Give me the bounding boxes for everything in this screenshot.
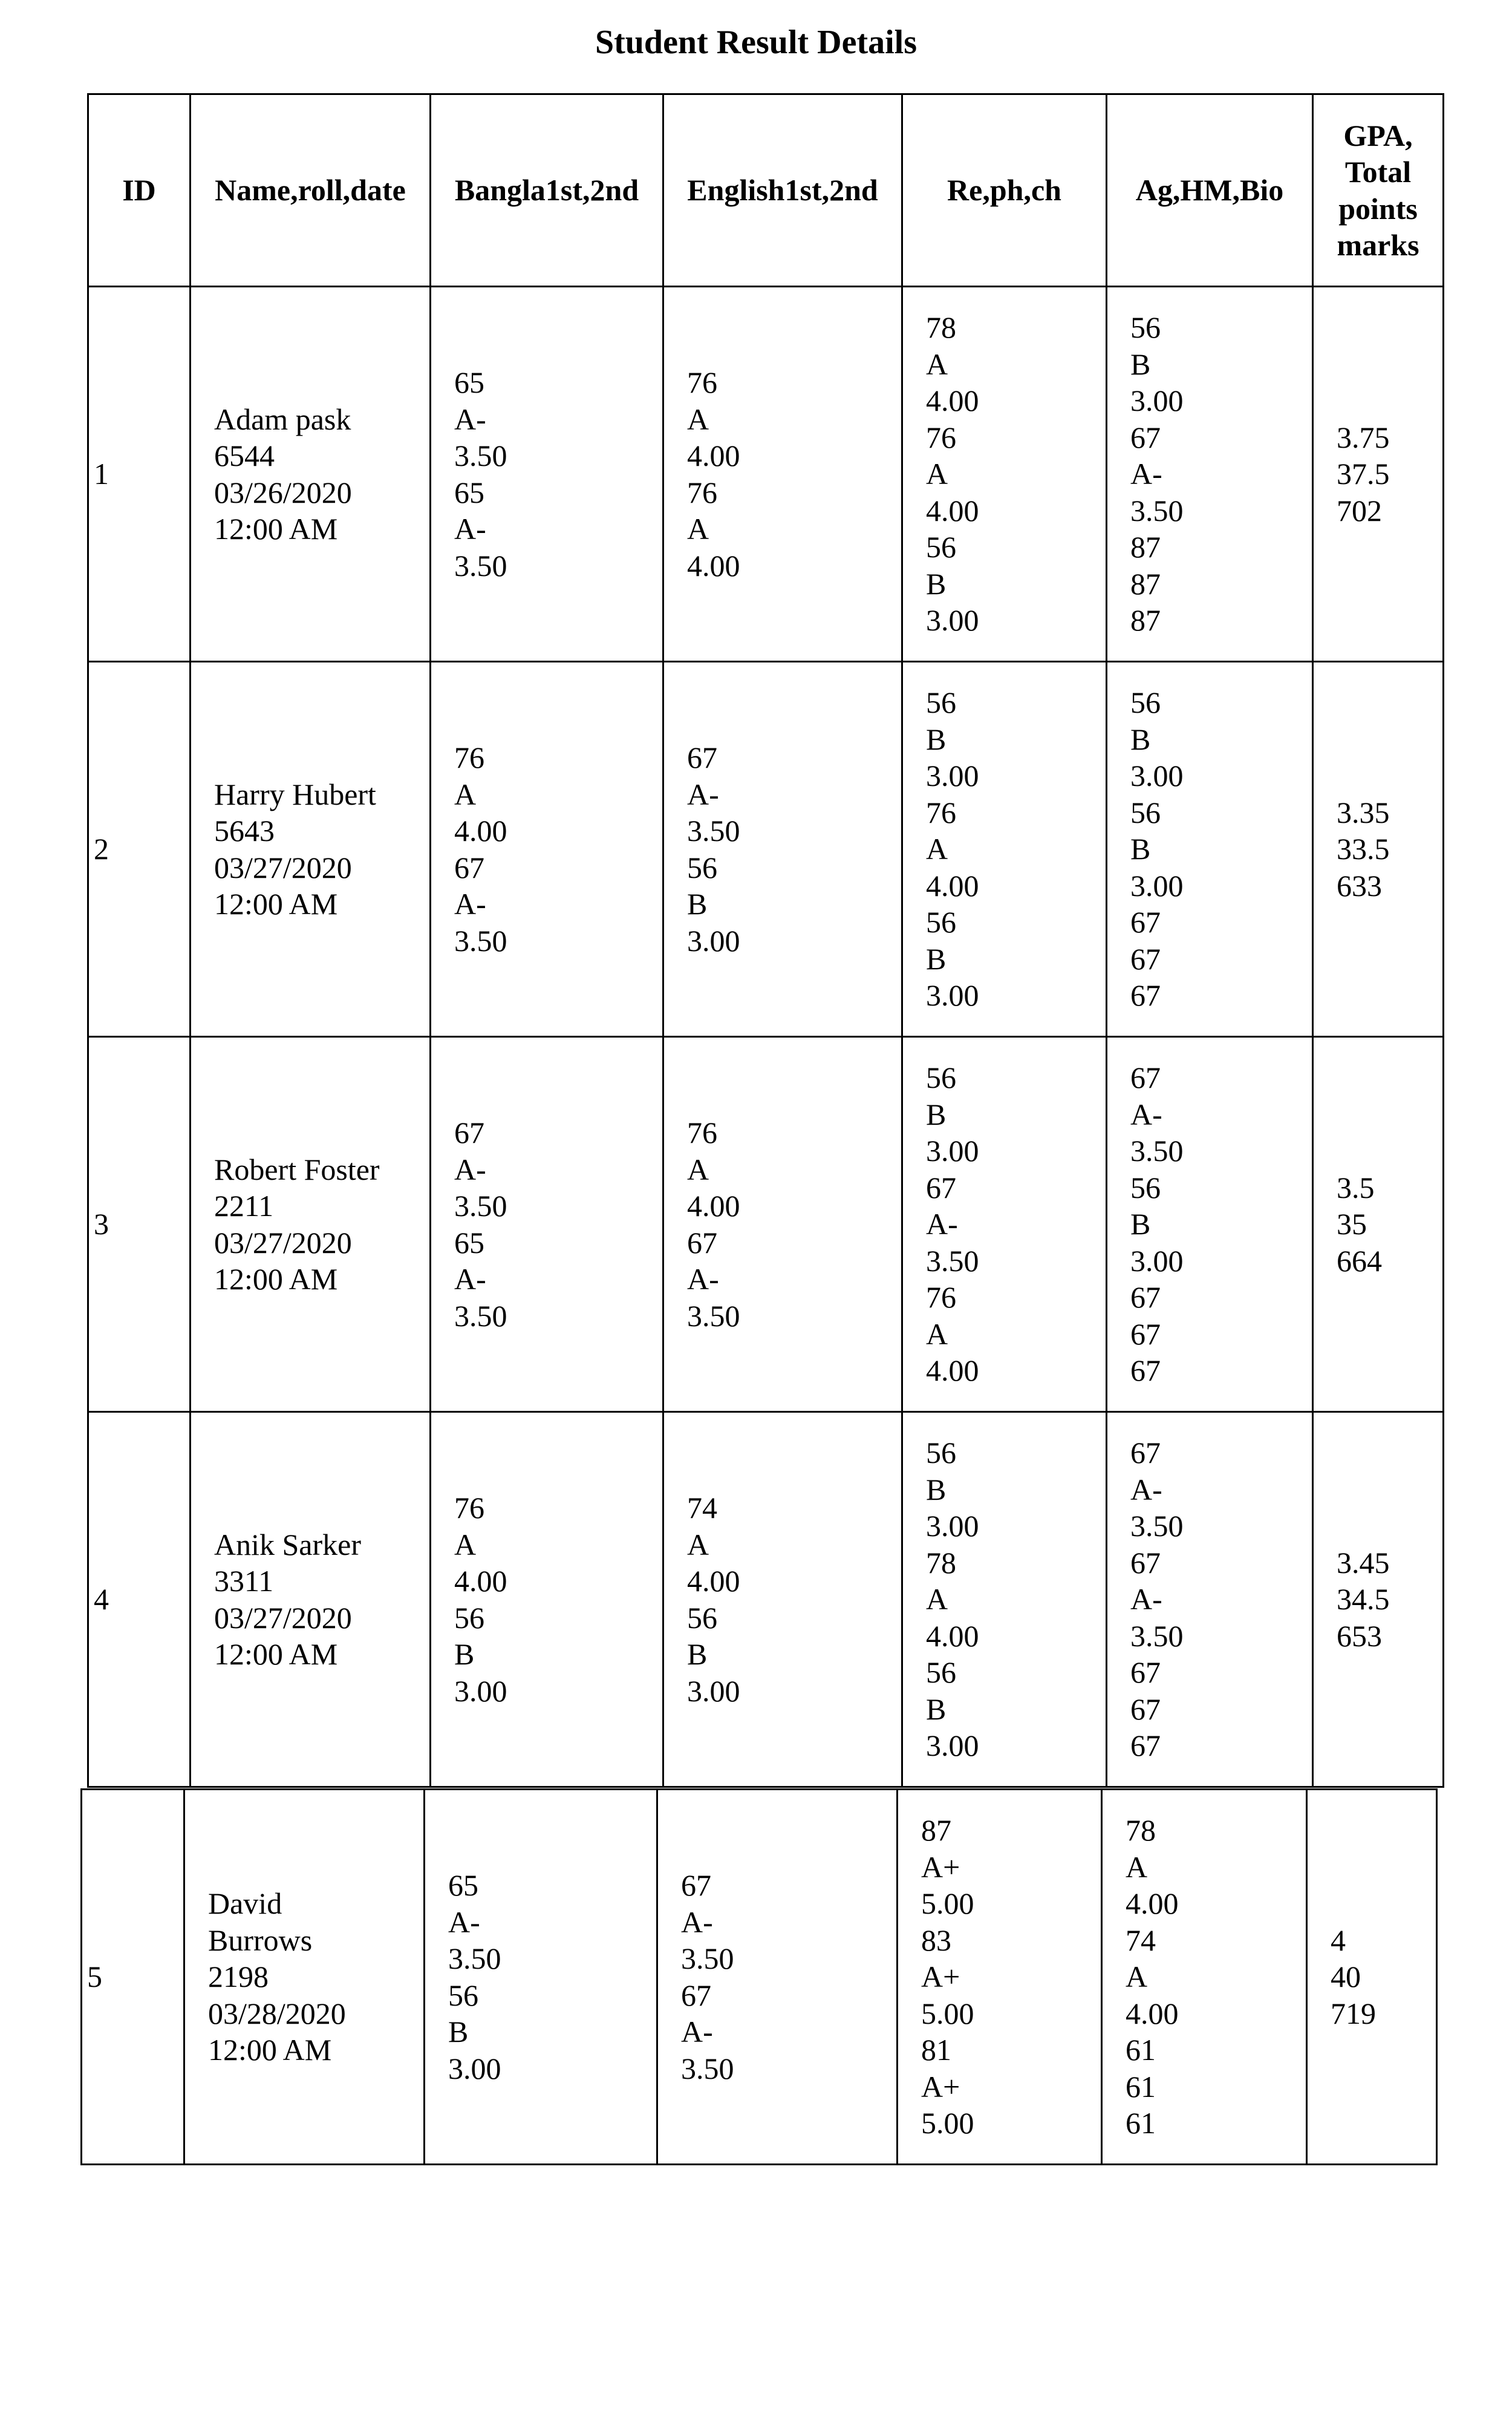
cell-line: 67 [1130,1545,1161,1580]
cell-line: A- [448,1905,480,1939]
re-ph-ch-cell [902,662,1107,1037]
english-cell-content [664,1490,901,1709]
table-row [88,1037,1444,1412]
cell-line: 67 [454,850,484,885]
cell-line: 65 [454,1225,484,1260]
ag-hm-bio-cell [1107,1412,1313,1787]
cell-line: 5643 [214,814,275,848]
cell-line: B [926,722,947,756]
cell-line: 3.00 [1130,868,1184,903]
cell-line: 3.50 [1130,493,1184,528]
cell-line: 633 [1337,868,1382,903]
cell-line: 81 [921,2033,951,2067]
cell-line: 67 [1130,420,1161,454]
cell-line: 4.00 [926,868,979,903]
cell-line: 4.00 [454,814,507,848]
cell-line: 3.50 [454,923,507,958]
english-cell [663,1412,902,1787]
re-ph-ch-cell-content [898,1812,1101,2142]
cell-line: 3311 [214,1564,274,1598]
cell-line: 719 [1331,1996,1376,2030]
gpa-total-cell [1313,1412,1444,1787]
cell-line: 76 [454,741,484,774]
cell-line: 3.50 [687,814,740,848]
cell-line: 76 [926,795,956,829]
cell-line: 67 [1130,978,1161,1013]
cell-line: 3.50 [687,1298,740,1333]
bangla-cell [431,662,663,1037]
cell-line: 3.45 [1337,1545,1390,1580]
english-cell [663,1037,902,1412]
cell-line: 76 [687,475,717,509]
cell-line: 03/26/2020 [214,475,352,509]
cell-line: B [454,1637,475,1671]
name-cell [191,662,431,1037]
header-name: Name,roll,date [191,94,431,287]
cell-line: 5.00 [921,2106,974,2140]
cell-line: 2211 [214,1189,274,1223]
ag-hm-bio-cell [1107,1037,1313,1412]
name-cell [191,1037,431,1412]
cell-line: 76 [454,1491,484,1525]
cell-line: 56 [926,1061,956,1095]
cell-line: A- [1130,1582,1162,1617]
id-cell-content [89,831,189,868]
row-id: 5 [87,1960,102,1994]
header-id: ID [88,94,191,287]
cell-line: B [687,887,708,921]
ag-hm-bio-cell-content [1103,1812,1306,2142]
cell-line: A+ [921,1960,960,1994]
cell-line: B [926,941,947,976]
ag-hm-bio-cell-content [1107,1059,1312,1389]
row-id: 1 [94,457,109,491]
header-gpa-line: GPA, [1343,118,1413,152]
cell-line: 2198 [208,1960,269,1994]
gpa-total-cell-content [1314,794,1442,904]
cell-line: 65 [448,1868,478,1902]
results-table-continued [80,1788,1438,2165]
cell-line: 664 [1337,1243,1382,1278]
cell-line: 67 [1130,1353,1161,1388]
name-cell-content [185,1885,423,2068]
cell-line: 65 [454,475,484,509]
cell-line: A [687,402,709,436]
cell-line: 5.00 [921,1996,974,2030]
cell-line: 87 [1130,530,1161,564]
cell-line: 3.50 [454,439,507,473]
header-bangla: Bangla1st,2nd [431,94,663,287]
re-ph-ch-cell [902,1412,1107,1787]
cell-line: 12:00 AM [214,512,338,546]
gpa-total-cell [1307,1790,1437,2165]
cell-line: A [454,777,477,811]
cell-line: 3.00 [1130,1243,1184,1278]
cell-line: A- [681,1905,713,1939]
cell-line: 4.00 [1126,1996,1179,2030]
cell-line: A [926,457,948,491]
cell-line: 3.50 [1130,1509,1184,1543]
header-gpa-total [1313,94,1444,287]
ag-hm-bio-cell [1107,287,1313,662]
cell-line: A+ [921,2069,960,2104]
cell-line: 76 [687,365,717,399]
name-cell-content [191,401,429,548]
cell-line: David [208,1886,282,1921]
cell-line: A- [1130,1472,1162,1506]
cell-line: 3.00 [926,978,979,1013]
cell-line: 67 [1130,1061,1161,1095]
cell-line: 3.00 [926,759,979,793]
cell-line: B [926,1097,947,1131]
cell-line: 56 [454,1600,484,1635]
id-cell-content [89,1206,189,1243]
re-ph-ch-cell-content [903,1059,1106,1389]
cell-line: 74 [687,1491,717,1525]
gpa-total-cell [1313,287,1444,662]
cell-line: 3.00 [454,1673,507,1708]
cell-line: Harry Hubert [214,777,376,811]
row-id: 4 [94,1582,109,1617]
cell-line: 67 [454,1116,484,1150]
cell-line: 4.00 [687,1564,740,1598]
cell-line: 3.50 [454,1298,507,1333]
id-cell [88,1412,191,1787]
bangla-cell [431,287,663,662]
cell-line: 87 [921,1813,951,1848]
bangla-cell-content [431,1490,662,1709]
english-cell [663,662,902,1037]
cell-line: 3.50 [1130,1134,1184,1168]
cell-line: Robert Foster [214,1152,380,1186]
id-cell-content [89,1581,189,1618]
cell-line: B [926,1692,947,1726]
cell-line: 4.00 [926,1618,979,1653]
cell-line: 12:00 AM [214,887,338,921]
cell-line: 4.00 [687,1189,740,1223]
cell-line: 4.00 [687,439,740,473]
cell-line: B [1130,1207,1151,1241]
cell-line: 61 [1126,2106,1156,2140]
cell-line: A- [1130,1097,1162,1131]
cell-line: 56 [1130,310,1161,345]
name-cell [191,1412,431,1787]
cell-line: A- [681,2015,713,2049]
bangla-cell [431,1412,663,1787]
cell-line: 03/28/2020 [208,1996,346,2030]
cell-line: 5.00 [921,1886,974,1921]
cell-line: 3.50 [454,548,507,583]
header-row [88,94,1444,287]
cell-line: 67 [926,1170,956,1205]
cell-line: 4.00 [926,493,979,528]
cell-line: 3.00 [687,1673,740,1708]
cell-line: A- [454,402,486,436]
header-gpa-line: points [1338,191,1418,226]
cell-line: 12:00 AM [214,1637,338,1671]
id-cell-content [82,1958,183,1995]
english-cell-content [664,739,901,959]
id-cell [88,662,191,1037]
cell-line: A- [454,887,486,921]
cell-line: 3.75 [1337,420,1390,454]
cell-line: 76 [926,420,956,454]
row-id: 3 [94,1207,109,1241]
cell-line: 78 [926,1545,956,1580]
results-table [87,93,1444,1788]
row-id: 2 [94,832,109,866]
cell-line: 56 [926,905,956,940]
name-cell-content [191,1151,429,1298]
cell-line: 56 [1130,795,1161,829]
cell-line: 67 [1130,941,1161,976]
re-ph-ch-cell-content [903,684,1106,1014]
cell-line: Adam pask [214,402,351,436]
header-ag-hm-bio: Ag,HM,Bio [1107,94,1313,287]
ag-hm-bio-cell [1107,662,1313,1037]
cell-line: 56 [926,1655,956,1690]
cell-line: A- [454,1152,486,1186]
re-ph-ch-cell [902,1037,1107,1412]
re-ph-ch-cell-content [903,1434,1106,1764]
cell-line: 56 [687,1600,717,1635]
cell-line: 56 [448,1978,478,2012]
cell-line: 83 [921,1923,951,1957]
id-cell [88,287,191,662]
cell-line: 67 [1130,1728,1161,1763]
cell-line: 3.00 [926,1134,979,1168]
ag-hm-bio-cell-content [1107,1434,1312,1764]
cell-line: A- [687,1262,719,1296]
cell-line: 56 [926,1436,956,1470]
cell-line: A [1126,1849,1148,1884]
cell-line: 56 [926,530,956,564]
bangla-cell-content [425,1867,656,2087]
cell-line: 3.50 [681,1941,734,1975]
cell-line: A [687,512,709,546]
id-cell [88,1037,191,1412]
bangla-cell [425,1790,657,2165]
cell-line: A- [454,512,486,546]
cell-line: B [687,1637,708,1671]
cell-line: 56 [1130,685,1161,720]
gpa-total-cell [1313,662,1444,1037]
cell-line: 37.5 [1337,457,1390,491]
cell-line: 78 [926,310,956,345]
cell-line: 3.00 [1130,384,1184,418]
ag-hm-bio-cell [1102,1790,1307,2165]
page-title: Student Result Details [595,24,917,61]
cell-line: Anik Sarker [214,1527,361,1562]
cell-line: A [687,1527,709,1562]
cell-line: 4.00 [687,548,740,583]
cell-line: 4.00 [926,384,979,418]
cell-line: 34.5 [1337,1582,1390,1617]
header-re-ph-ch: Re,ph,ch [902,94,1107,287]
english-cell [663,287,902,662]
cell-line: 61 [1126,2033,1156,2067]
cell-line: 76 [687,1116,717,1150]
cell-line: 3.5 [1337,1170,1375,1205]
gpa-total-cell-content [1314,1545,1442,1655]
cell-line: 4 [1331,1923,1346,1957]
cell-line: 67 [1130,1316,1161,1351]
cell-line: 67 [1130,1436,1161,1470]
english-cell-content [664,1114,901,1334]
cell-line: 3.00 [1130,759,1184,793]
cell-line: 4.00 [454,1564,507,1598]
cell-line: 67 [1130,1280,1161,1315]
cell-line: 67 [687,1225,717,1260]
cell-line: 3.00 [926,603,979,638]
header-gpa-line: marks [1337,228,1419,262]
table-row [88,1412,1444,1787]
cell-line: A [926,1582,948,1617]
cell-line: 3.00 [687,923,740,958]
cell-line: 03/27/2020 [214,1225,352,1260]
gpa-total-cell [1313,1037,1444,1412]
english-cell-content [664,364,901,584]
cell-line: A- [687,777,719,811]
re-ph-ch-cell [902,287,1107,662]
cell-line: 76 [926,1280,956,1315]
cell-line: 03/27/2020 [214,1600,352,1635]
cell-line: 3.35 [1337,795,1390,829]
cell-line: 4.00 [926,1353,979,1388]
cell-line: 6544 [214,439,275,473]
ag-hm-bio-cell-content [1107,309,1312,639]
cell-line: 67 [1130,905,1161,940]
cell-line: Burrows [208,1923,313,1957]
cell-line: A- [926,1207,958,1241]
cell-line: A [926,832,948,866]
cell-line: 56 [926,685,956,720]
header-english: English1st,2nd [663,94,902,287]
gpa-total-cell-content [1308,1922,1436,2032]
re-ph-ch-cell [898,1790,1102,2165]
cell-line: 78 [1126,1813,1156,1848]
cell-line: 87 [1130,566,1161,601]
cell-line: 653 [1337,1618,1382,1653]
name-cell-content [191,776,429,923]
ag-hm-bio-cell-content [1107,684,1312,1014]
cell-line: 12:00 AM [208,2033,332,2067]
cell-line: 03/27/2020 [214,850,352,885]
cell-line: A- [1130,457,1162,491]
cell-line: B [1130,347,1151,381]
cell-line: 65 [454,365,484,399]
cell-line: 4.00 [1126,1886,1179,1921]
re-ph-ch-cell-content [903,309,1106,639]
cell-line: A- [454,1262,486,1296]
cell-line: 3.50 [448,1941,501,1975]
cell-line: 40 [1331,1960,1361,1994]
cell-line: A [454,1527,477,1562]
table-row [82,1790,1437,2165]
cell-line: A [926,347,948,381]
name-cell-content [191,1526,429,1673]
cell-line: 67 [1130,1692,1161,1726]
cell-line: 61 [1126,2069,1156,2104]
id-cell-content [89,456,189,492]
cell-line: 56 [1130,1170,1161,1205]
english-cell-content [658,1867,896,2087]
table-row [88,662,1444,1037]
cell-line: 3.50 [681,2051,734,2085]
cell-line: B [926,566,947,601]
english-cell [657,1790,898,2165]
bangla-cell-content [431,739,662,959]
cell-line: B [1130,722,1151,756]
bangla-cell-content [431,364,662,584]
gpa-total-cell-content [1314,419,1442,529]
cell-line: 3.00 [448,2051,501,2085]
cell-line: 3.00 [926,1509,979,1543]
cell-line: 3.50 [926,1243,979,1278]
bangla-cell [431,1037,663,1412]
cell-line: 12:00 AM [214,1262,338,1296]
cell-line: 67 [681,1978,711,2012]
header-gpa-line: Total [1344,155,1412,189]
cell-line: 56 [687,850,717,885]
cell-line: A [1126,1960,1148,1994]
cell-line: 33.5 [1337,832,1390,866]
cell-line: A+ [921,1849,960,1884]
cell-line: A [926,1316,948,1351]
cell-line: 35 [1337,1207,1367,1241]
gpa-total-cell-content [1314,1169,1442,1280]
cell-line: 67 [1130,1655,1161,1690]
cell-line: 67 [687,741,717,774]
bangla-cell-content [431,1114,662,1334]
cell-line: A [687,1152,709,1186]
cell-line: B [1130,832,1151,866]
name-cell [184,1790,425,2165]
cell-line: 702 [1337,493,1382,528]
cell-line: 3.50 [454,1189,507,1223]
cell-line: B [926,1472,947,1506]
cell-line: 74 [1126,1923,1156,1957]
cell-line: 3.00 [926,1728,979,1763]
cell-line: 3.50 [1130,1618,1184,1653]
cell-line: B [448,2015,469,2049]
cell-line: 87 [1130,603,1161,638]
name-cell [191,287,431,662]
cell-line: 67 [681,1868,711,1902]
table-row [88,287,1444,662]
id-cell [82,1790,184,2165]
